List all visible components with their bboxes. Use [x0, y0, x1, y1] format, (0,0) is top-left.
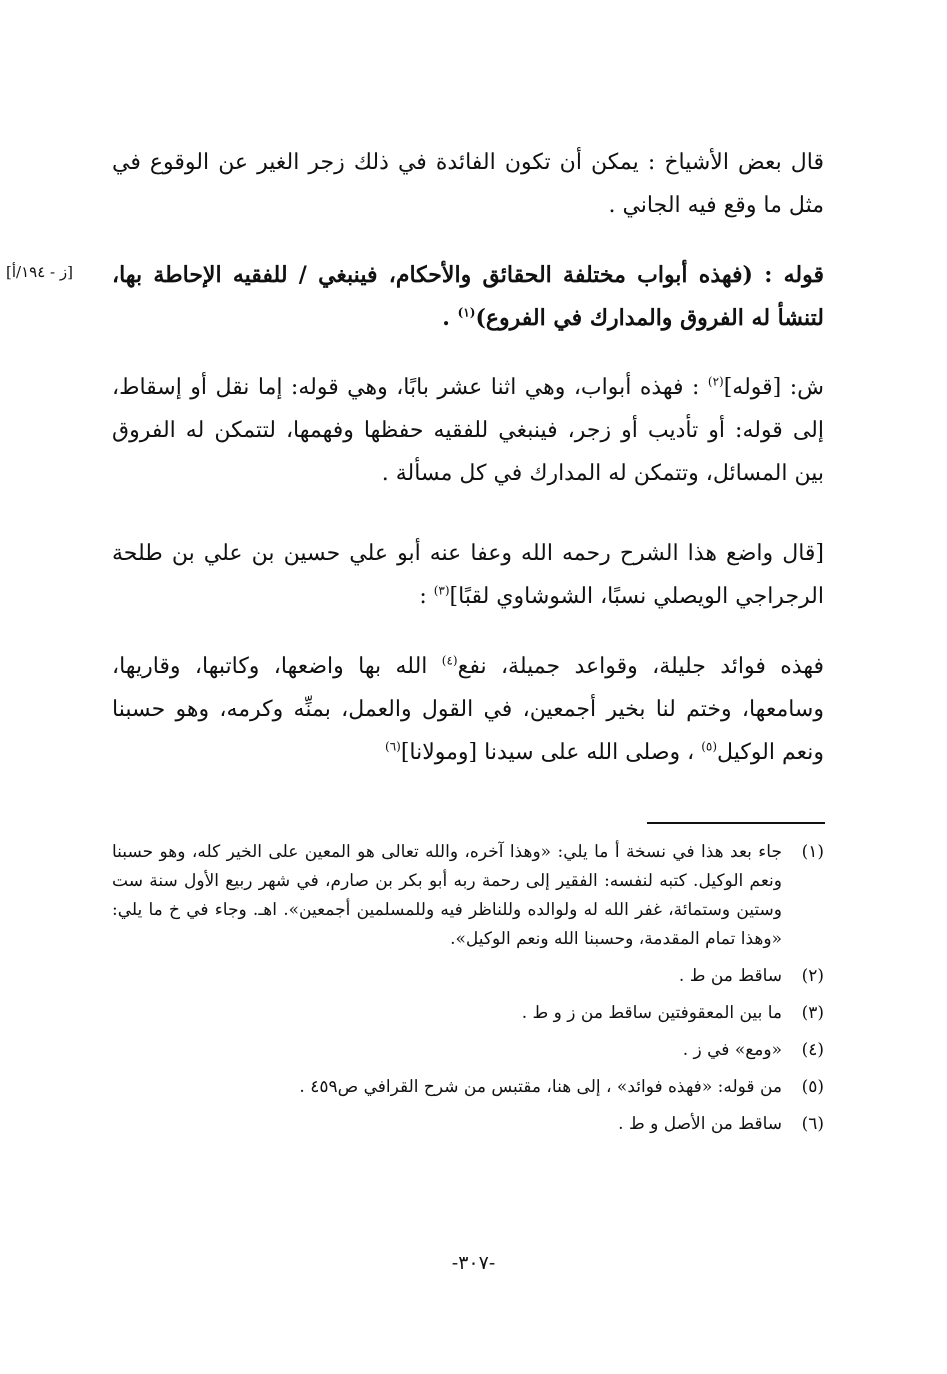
footnote-text: من قوله: «فهذه فوائد» ، إلى هنا، مقتبس من شرح القرافي ص٤٥٩ . — [299, 1077, 782, 1097]
paragraph-1 — [112, 141, 824, 227]
footnote — [112, 838, 824, 954]
footnote-number: (٦) — [801, 1114, 824, 1134]
footnote — [112, 1036, 824, 1065]
footnote-ref-2[interactable]: (٢) — [707, 374, 724, 389]
footnote — [112, 1110, 824, 1139]
footnote-ref-5[interactable]: (٥) — [701, 739, 718, 754]
footnote-ref-4[interactable]: (٤) — [441, 653, 458, 668]
footnotes-section — [112, 838, 824, 1147]
page-number: -٣٠٧- — [451, 1252, 496, 1274]
footnote-number: (١) — [801, 842, 824, 862]
closing-paragraph: فهذه فوائد جليلة، وقواعد جميلة، نفع$^{(٤)}$ الله بها واضعها، وكاتبها، وقاريها، وسامعها، وختم لنا بخير أجمعين، في القول والعمل، بمنِّه وكرمه، وهو حسبنا ونعم الوكيل$^{(٥)}$ ، وصلى الله على سيدنا [ومولانا]$^{(٦)}$ — [112, 653, 824, 765]
commentary-paragraph: ش: [قوله]$^{(٢)}$ : فهذه أبواب، وهي اثنا عشر بابًا، وهي قوله: إما نقل أو إسقاط، إلى قوله: أو تأديب أو زجر، فينبغي للفقيه حفظها وفهمها، لتتمكن له الفروق بين المسائل، وتتمكن له المدارك في كل مسألة . — [112, 374, 824, 486]
paragraph-5 — [112, 645, 824, 774]
footnote-number: (٢) — [801, 966, 824, 986]
paragraph-4 — [112, 532, 824, 618]
footnote-number: (٥) — [801, 1077, 824, 1097]
paragraph-3 — [112, 366, 824, 495]
footnote — [112, 962, 824, 991]
quote-lead: قوله : — [764, 262, 824, 288]
footnote-text: ما بين المعقوفتين ساقط من ز و ط . — [521, 1003, 782, 1023]
paragraph-2 — [112, 254, 824, 340]
footnote-text: «ومع» في ز . — [682, 1040, 782, 1060]
margin-note: [ز - ١٩٤/أ] — [6, 263, 73, 281]
footnote-divider — [647, 822, 825, 824]
paragraph-1-text: قال بعض الأشياخ : يمكن أن تكون الفائدة في ذلك زجر الغير عن الوقوع في مثل ما وقع فيه الجاني . — [112, 150, 824, 218]
footnote — [112, 1073, 824, 1102]
footnote-text: ساقط من ط . — [678, 966, 782, 986]
quoted-text-paragraph: قوله : (فهذه أبواب مختلفة الحقائق والأحكام، فينبغي / للفقيه الإحاطة بها، لتنشأ له الفروق والمدارك في الفروع)$^{(١)}$ . — [112, 262, 824, 331]
author-paragraph: [قال واضع هذا الشرح رحمه الله وعفا عنه أبو علي حسين بن علي بن طلحة الرجراجي الويصلي نسبًا، الشوشاوي لقبًا]$^{(٣)}$ : — [112, 541, 824, 609]
footnote-ref-3[interactable]: (٣) — [433, 583, 450, 598]
footnote-number: (٣) — [801, 1003, 824, 1023]
footnote-ref-6[interactable]: (٦) — [385, 739, 401, 754]
footnote-ref-1[interactable]: (١) — [457, 305, 476, 320]
footnote-number: (٤) — [801, 1040, 824, 1060]
footnote — [112, 999, 824, 1028]
footnote-text: ساقط من الأصل و ط . — [618, 1114, 782, 1134]
quote-body: (فهذه أبواب مختلفة الحقائق والأحكام، فينبغي / للفقيه الإحاطة بها، لتنشأ له الفروق والمدارك في الفروع) — [112, 262, 824, 331]
footnote-text: جاء بعد هذا في نسخة أ ما يلي: «وهذا آخره، والله تعالى هو المعين على الخير كله، وهو حسبنا ونعم الوكيل. كتبه لنفسه: الفقير إلى رحمة ربه أبو بكر بن صارم، في شهر ربيع الأول سنة ست وستين وستمائة، غفر الله له ولوالده وللناظر فيه وللمسلمين أجمعين». اهـ. وجاء في خ ما يلي: «وهذا تمام المقدمة، وحسبنا الله ونعم الوكيل». — [112, 842, 782, 949]
